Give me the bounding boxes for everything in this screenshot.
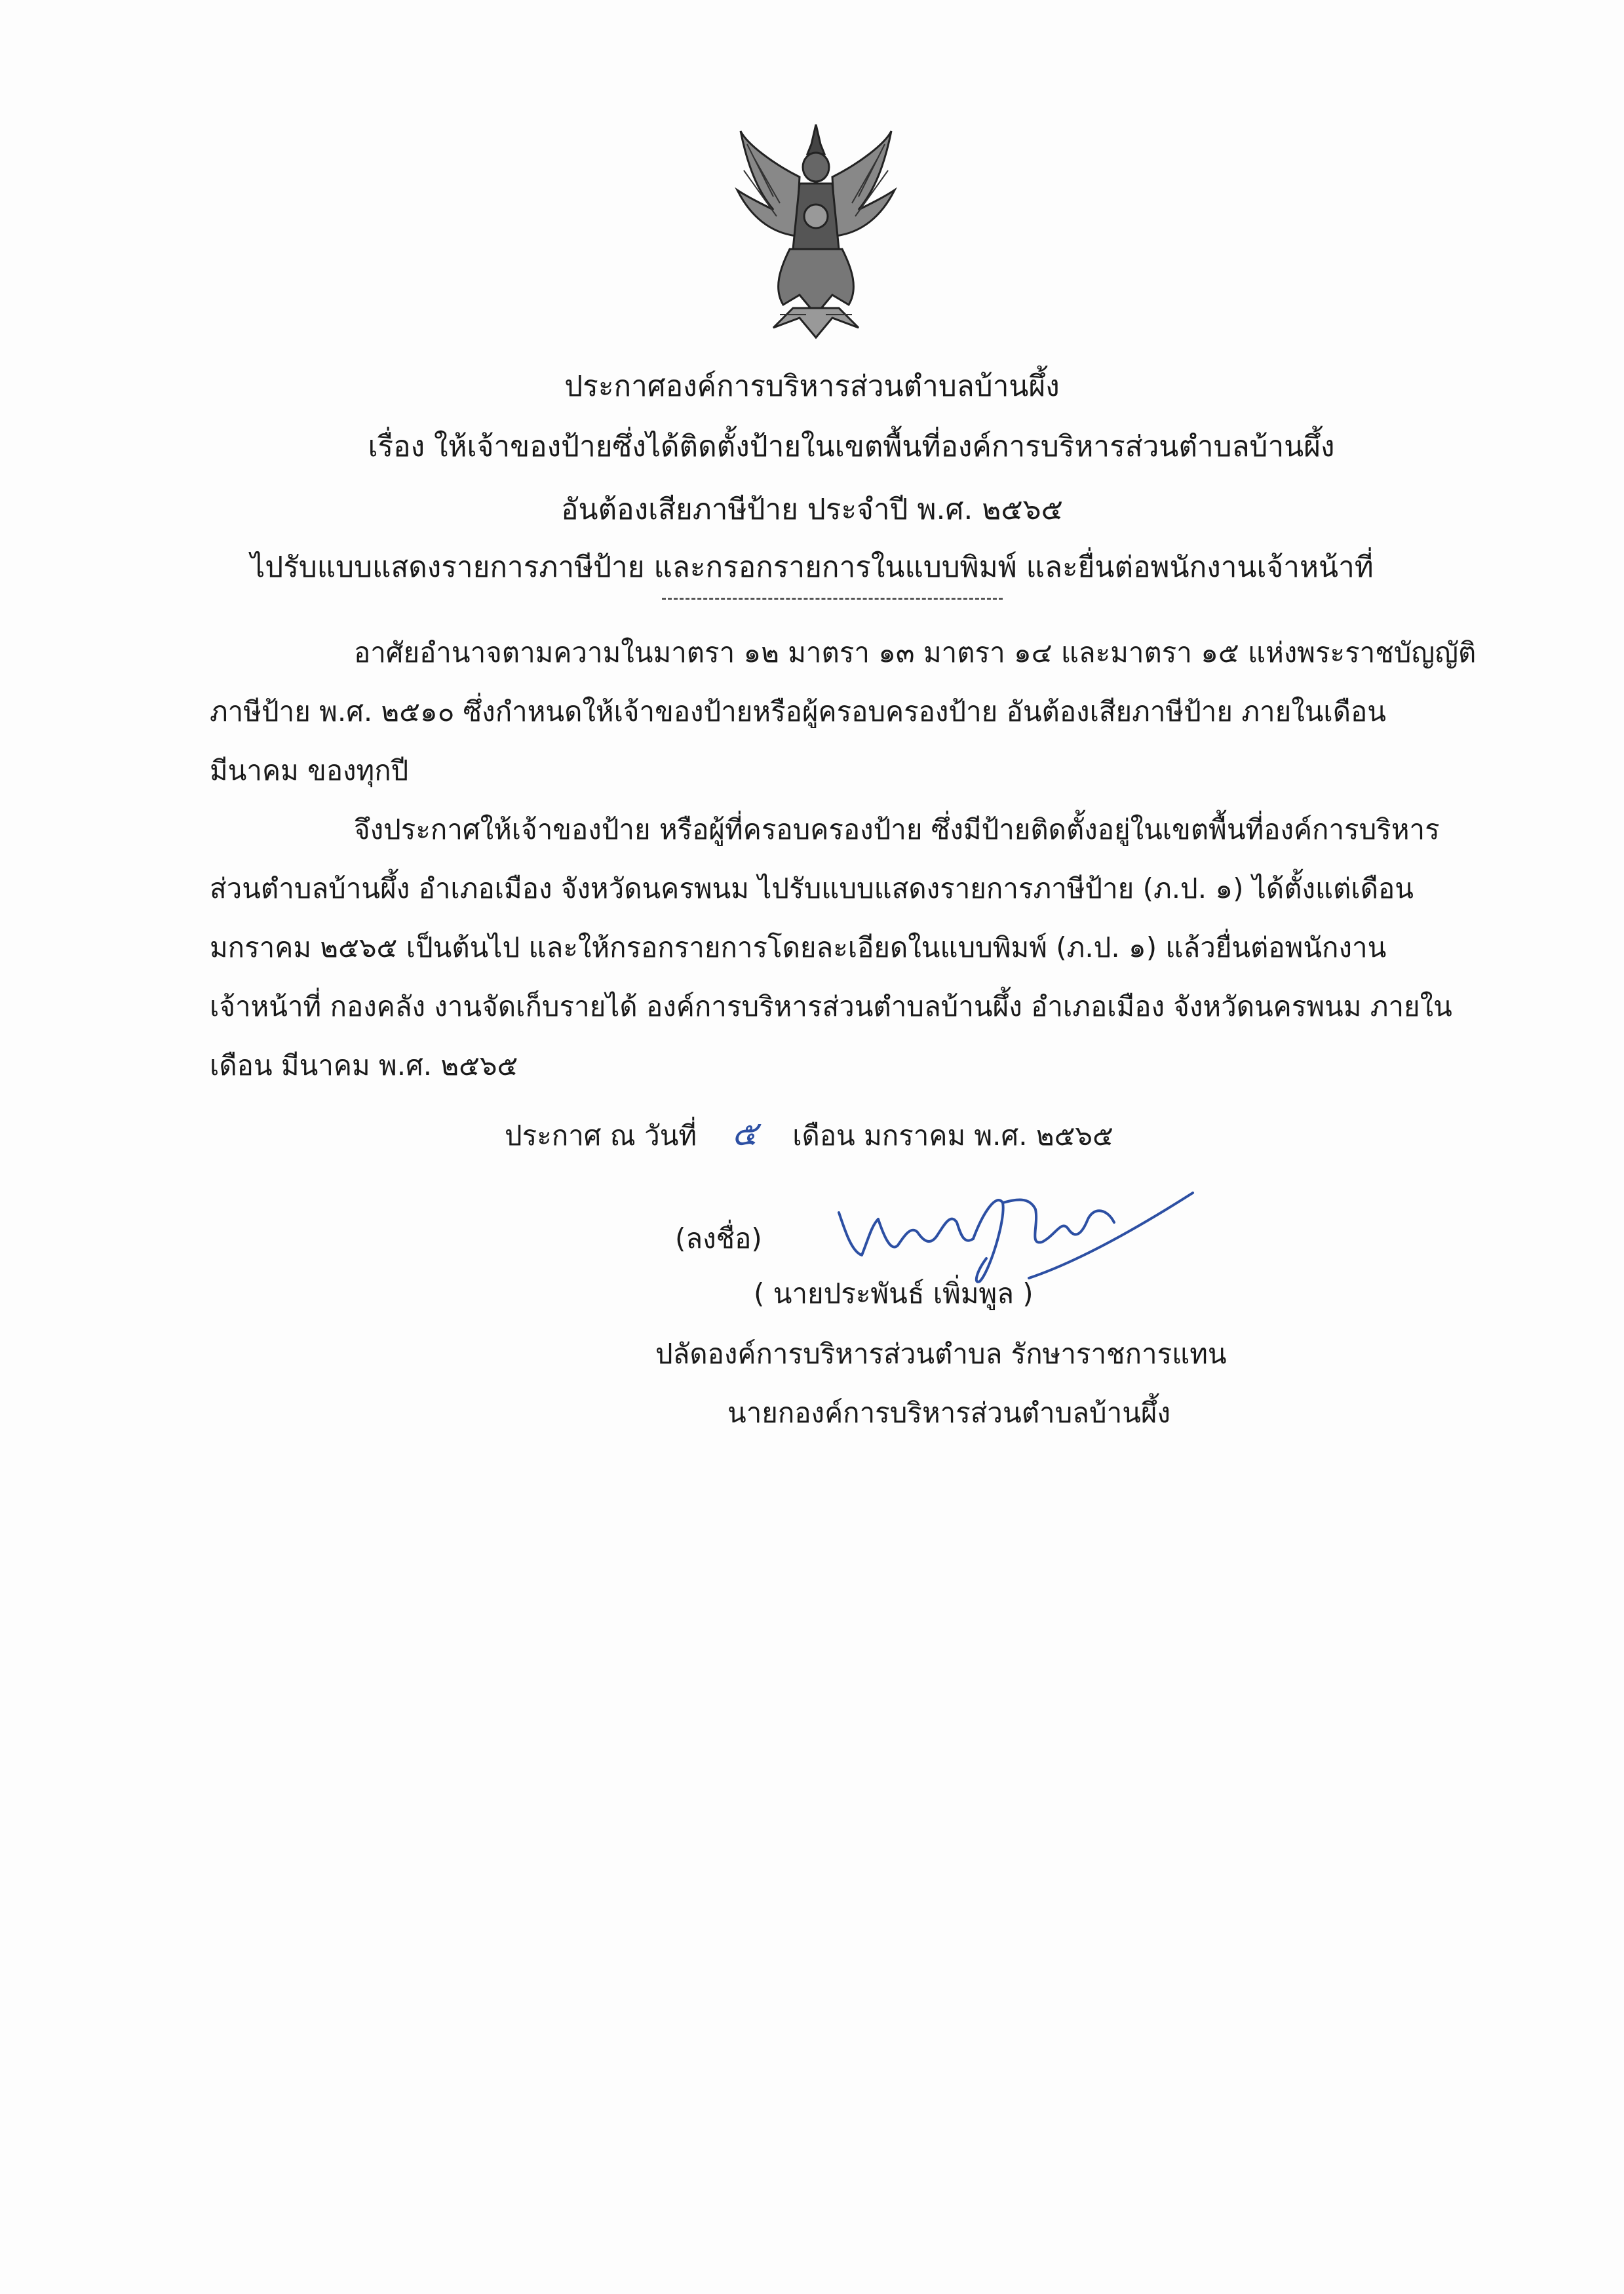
subject-line-3: ไปรับแบบแสดงรายการภาษีป้าย และกรอกรายการในแบบพิมพ์ และยื่นต่อพนักงานเจ้าหน้าที่ <box>250 551 1374 584</box>
dashed-divider <box>662 598 1003 600</box>
subject-line: เรื่อง ให้เจ้าของป้ายซึ่งได้ติดตั้งป้ายในเขตพื้นที่องค์การบริหารส่วนตำบลบ้านผึ้ง <box>368 430 1335 463</box>
paragraph-1-line-1: อาศัยอำนาจตามความในมาตรา ๑๒ มาตรา ๑๓ มาตรา ๑๔ และมาตรา ๑๕ แห่งพระราชบัญญัติ <box>354 636 1477 669</box>
date-day: ๕ <box>731 1114 758 1154</box>
garuda-emblem-icon <box>734 118 898 341</box>
paragraph-2-line-4: เจ้าหน้าที่ กองคลัง งานจัดเก็บรายได้ องค์การบริหารส่วนตำบลบ้านผึ้ง อำเภอเมือง จังหวัดนครพนม ภายใน <box>210 990 1452 1022</box>
paragraph-2-line-2: ส่วนตำบลบ้านผึ้ง อำเภอเมือง จังหวัดนครพนม ไปรับแบบแสดงรายการภาษีป้าย (ภ.ป. ๑) ได้ตั้งแต่เดือน <box>210 872 1414 904</box>
signer-position: ปลัดองค์การบริหารส่วนตำบล รักษาราชการแทน <box>655 1338 1227 1370</box>
date-month-year: เดือน มกราคม พ.ศ. ๒๕๖๕ <box>792 1119 1113 1152</box>
paragraph-1-line-2: ภาษีป้าย พ.ศ. ๒๕๑๐ ซึ่งกำหนดให้เจ้าของป้ายหรือผู้ครอบครองป้าย อันต้องเสียภาษีป้าย ภายในเดือน <box>210 695 1386 728</box>
paragraph-2-line-1: จึงประกาศให้เจ้าของป้าย หรือผู้ที่ครอบครองป้าย ซึ่งมีป้ายติดตั้งอยู่ในเขตพื้นที่องค์การบริหาร <box>354 813 1440 846</box>
sign-label: (ลงชื่อ) <box>675 1222 762 1254</box>
announcement-date <box>505 1114 1113 1156</box>
handwritten-signature <box>832 1173 1199 1291</box>
paragraph-2-line-3: มกราคม ๒๕๖๕ เป็นต้นไป และให้กรอกรายการโดยละเอียดในแบบพิมพ์ (ภ.ป. ๑) แล้วยื่นต่อพนักงาน <box>210 931 1387 963</box>
announcement-title: ประกาศองค์การบริหารส่วนตำบลบ้านผึ้ง <box>564 370 1060 403</box>
signer-name: ( นายประพันธ์ เพิ่มพูล ) <box>754 1277 1034 1310</box>
signer-position-2: นายกองค์การบริหารส่วนตำบลบ้านผึ้ง <box>727 1397 1171 1429</box>
paragraph-2-line-5: เดือน มีนาคม พ.ศ. ๒๕๖๕ <box>210 1049 518 1081</box>
subject-line-2: อันต้องเสียภาษีป้าย ประจำปี พ.ศ. ๒๕๖๕ <box>561 493 1063 526</box>
paragraph-1-line-3: มีนาคม ของทุกปี <box>210 754 409 787</box>
date-prefix: ประกาศ ณ วันที่ <box>505 1119 697 1152</box>
